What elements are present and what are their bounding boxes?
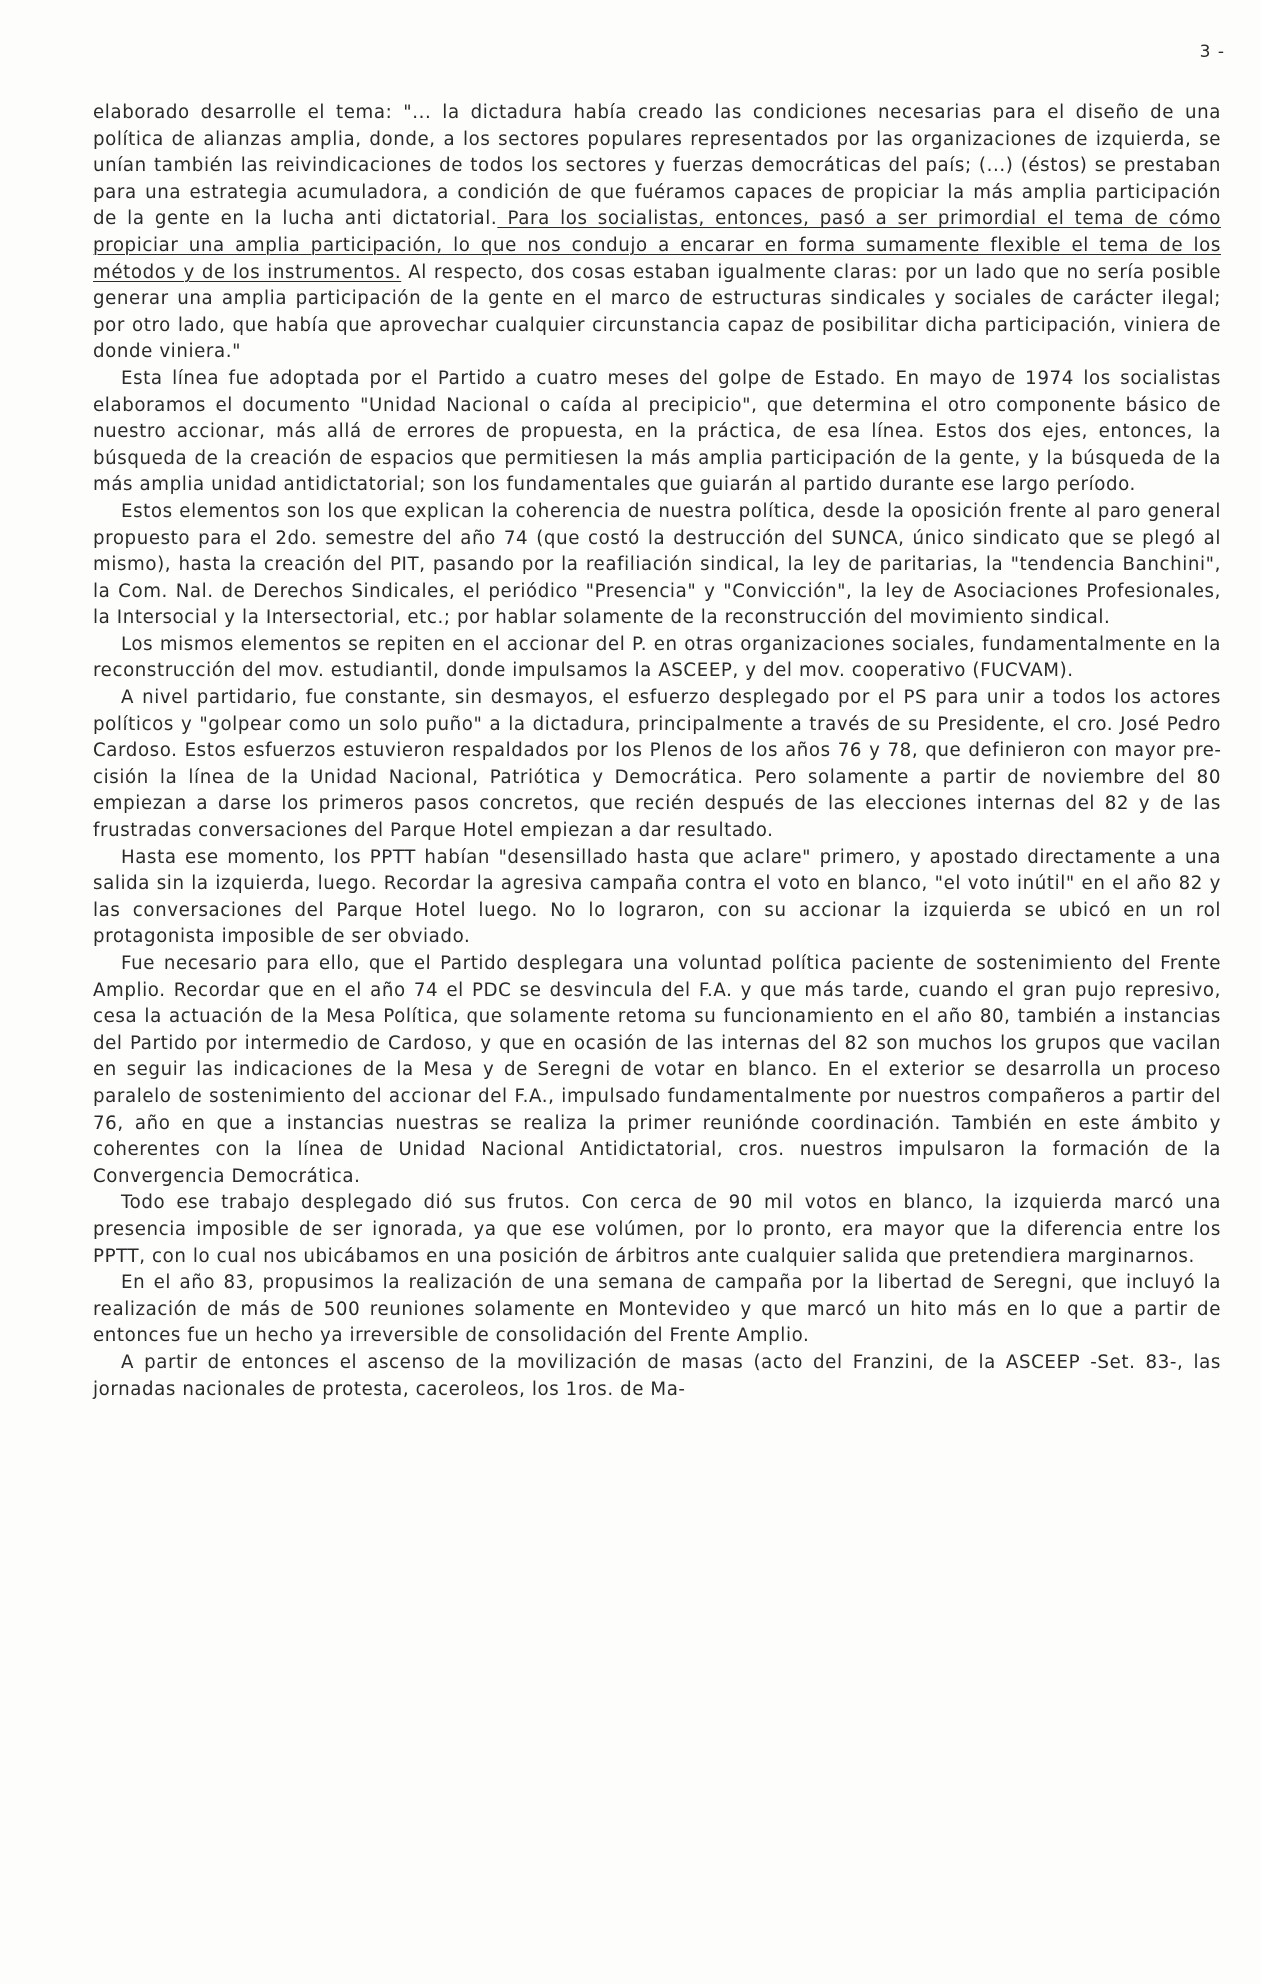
paragraph-9: En el año 83, propusimos la realización de una semana de campaña por la libertad de Seregni, que incluyó la realización de más de 500 reuniones solamente en Montevideo y que marcó un hito más en lo que a partir de entonces fue un hecho ya irreversible de consolidación del Frente Amplio. bbox=[93, 1272, 1221, 1347]
paragraph-7: Fue necesario para ello, que el Partido desplegara una voluntad política paciente de sostenimiento del Frente Amplio. Recordar que en el año 74 el PDC se desvincula del F.A. y que más tarde, cuando el gran pujo represivo, cesa la actuación de la Mesa Política, que solamente retoma su funcionamiento en el año 80, también a instancias del Partido por intermedio de Cardoso, y que en ocasión de las internas del 82 son muchos los grupos que vacilan en seguir las indicaciones de la Mesa y de Seregni de votar en blanco. En el exterior se desarrolla un proceso paralelo de sostenimiento del accionar del F.A., impulsado fundamentalmente por nuestros compañeros a partir del 76, año en que a instancias nuestras se realiza la primer reuniónde coordinación. También en este ámbito y coherentes con la línea de Unidad Nacional Antidictatorial, cros. nuestros impulsaron la formación de la Convergencia Democrática. bbox=[93, 953, 1221, 1187]
paragraph-8: Todo ese trabajo desplegado dió sus frutos. Con cerca de 90 mil votos en blanco, la izquierda marcó una presencia imposible de ser ignorada, ya que ese volúmen, por lo pronto, era mayor que la diferencia entre los PPTT, con lo cual nos ubicábamos en una posición de árbitros ante cualquier salida que pretendiera marginarnos. bbox=[93, 1192, 1221, 1267]
paragraph-3: Estos elementos son los que explican la coherencia de nuestra política, desde la oposición frente al paro general propuesto para el 2do. semestre del año 74 (que costó la destrucción del SUNCA, único sindicato que se plegó al mismo), hasta la creación del PIT, pasando por la reafiliación sindical, la ley de paritarias, la "tendencia Banchini", la Com. Nal. de Derechos Sindicales, el periódico "Presencia" y "Convicción", la ley de Asociaciones Profesionales, la Intersocial y la Intersectorial, etc.; por hablar solamente de la reconstrucción del movimiento sindical. bbox=[93, 500, 1221, 629]
document-body bbox=[93, 100, 1221, 1403]
page-number: 3 - bbox=[1199, 42, 1225, 62]
paragraph-6: Hasta ese momento, los PPTT habían "desensillado hasta que aclare" primero, y apostado directamente a una salida sin la izquierda, luego. Recordar la agresiva campaña contra el voto en blanco, "el voto inútil" en el año 82 y las conversaciones del Parque Hotel luego. No lo lograron, con su accionar la izquierda se ubicó en un rol protagonista imposible de ser obviado. bbox=[93, 846, 1221, 948]
paragraph-5: A nivel partidario, fue constante, sin desmayos, el esfuerzo desplegado por el PS para unir a todos los actores políticos y "golpear como un solo puño" a la dictadura, principalmente a través de su Presidente, el cro. José Pedro Cardoso. Estos esfuerzos estuvieron respaldados por los Plenos de los años 76 y 78, que definieron con mayor precisión la línea de la Unidad Nacional, Patriótica y Democrática. Pero solamente a partir de noviembre del 80 empiezan a darse los primeros pasos concretos, que recién después de las elecciones internas del 82 y de las frustradas conversaciones del Parque Hotel empiezan a dar resultado. bbox=[93, 687, 1221, 842]
paragraph-4: Los mismos elementos se repiten en el accionar del P. en otras organizaciones sociales, fundamentalmente en la reconstrucción del mov. estudiantil, donde impulsamos la ASCEEP, y del mov. cooperativo (FUCVAM). bbox=[93, 633, 1221, 682]
paragraph-2: Esta línea fue adoptada por el Partido a cuatro meses del golpe de Estado. En mayo de 1974 los socialistas elaboramos el documento "Unidad Nacional o caída al precipicio", que determina el otro componente básico de nuestro accionar, más allá de errores de propuesta, en la práctica, de esa línea. Estos dos ejes, entonces, la búsqueda de la creación de espacios que permitiesen la más amplia participación de la gente, y la búsqueda de la más amplia unidad antidictatorial; son los fundamentales que guiarán al partido durante ese largo período. bbox=[93, 367, 1221, 496]
quote-text: elaborado desarrolle el tema: "... la dictadura había creado las condiciones necesarias para el diseño de una política de alianzas amplia, donde, a los sectores populares representados por las organizaciones de izquierda, se unían también las reivindicaciones de todos los sectores y fuerzas democráticas del país; (...) (éstos) se prestaban para una estrategia acumuladora, a condición de que fuéramos capaces de propiciar la más amplia participación de la gente en la lucha anti dictatorial. bbox=[93, 102, 1221, 230]
quote-text-end: Al respecto, dos cosas estaban igualmente claras: por un lado que no sería posible generar una amplia participación de la gente en el marco de estructuras sindicales y sociales de carácter ilegal; por otro lado, que había que aprovechar cualquier circunstancia capaz de posibilitar dicha participación, viniera de donde viniera." bbox=[93, 261, 1221, 363]
underlined-passage: Para los socialistas, entonces, pasó a ser primordial el tema de cómo propiciar una amplia participación, lo que nos condujo a encarar en forma sumamente flexible el tema de los métodos y de los instrumentos. bbox=[93, 208, 1222, 283]
paragraph-1 bbox=[93, 100, 1221, 366]
paragraph-10: A partir de entonces el ascenso de la movilización de masas (acto del Franzini, de la ASCEEP -Set. 83-, las jornadas nacionales de protesta, caceroleos, los 1ros. de Ma- bbox=[93, 1351, 1221, 1400]
